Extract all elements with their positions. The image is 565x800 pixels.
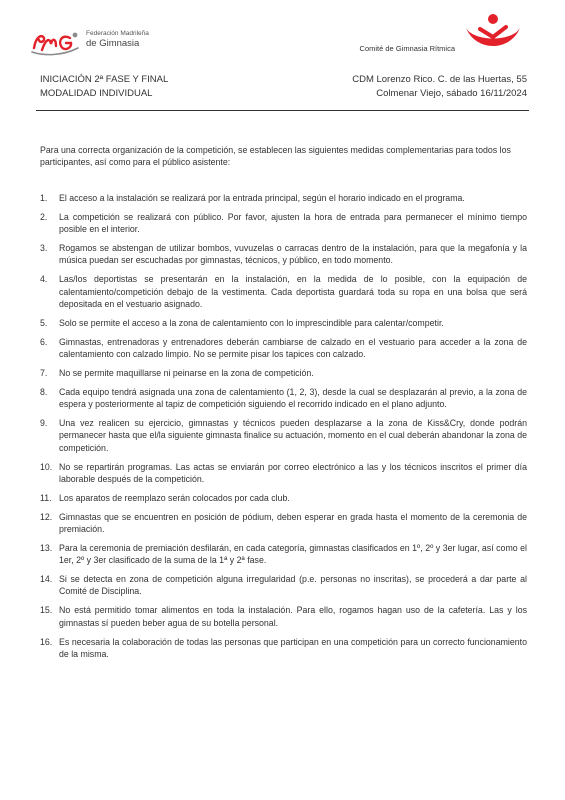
rule-number: 6. [40, 336, 48, 347]
rule-text: Si se detecta en zona de competición alguna irregularidad (p.e. personas no inscritas), se procederá a dar parte al Comité de Disciplina. [59, 574, 527, 597]
rule-number: 12. [40, 511, 53, 522]
list-item [40, 211, 527, 235]
rule-text: Gimnastas que se encuentren en posición de pódium, deben esperar en grada hasta el momento de la ceremonia de premiación. [59, 511, 527, 535]
rule-number: 13. [40, 543, 53, 554]
fmg-logo [30, 26, 150, 62]
rule-text: Es necesaria la colaboración de todas las personas que participan en una competición para un correcto funcionamiento de la misma. [59, 636, 527, 659]
list-item [40, 604, 527, 628]
federation-name-line1: Federación Madrileña [86, 30, 149, 37]
rule-text: No se permite maquillarse ni peinarse en la zona de competición. [59, 368, 314, 379]
rule-text: Los aparatos de reemplazo serán colocados por cada club. [59, 492, 290, 503]
rule-text: Rogamos se abstengan de utilizar bombos, vuvuzelas o carracas dentro de la instalación, para que la megafonía y la música puedan ser escuchadas por gimnastas, técnicos, y público, en todo momento. [59, 243, 527, 266]
rule-text: El acceso a la instalación se realizará por la entrada principal, según el horario indicado en el programa. [59, 193, 465, 203]
list-item [40, 511, 527, 535]
list-item [40, 367, 527, 379]
rule-number: 3. [40, 243, 48, 254]
rule-text: No se repartirán programas. Las actas se enviarán por correo electrónico a las y los técnicos inscritos el primer día laborable después de la competición. [59, 461, 527, 484]
list-item [40, 192, 527, 204]
event-venue-date [352, 73, 527, 101]
list-item [40, 317, 527, 329]
rule-text: La competición se realizará con público. Por favor, ajusten la hora de entrada para permanecer el mínimo tiempo posible en el interior. [59, 212, 527, 235]
list-item [40, 336, 527, 360]
list-item [40, 461, 527, 485]
list-item [40, 273, 527, 310]
event-venue: CDM Lorenzo Rico. C. de las Huertas, 55 [352, 74, 527, 85]
rule-text: Gimnastas, entrenadoras y entrenadores deberán cambiarse de calzado en el vestuario para acceder a la zona de calentamiento con calzado limpio. No se permite pisar los tapices con calzado. [59, 336, 527, 360]
list-item [40, 573, 527, 597]
list-item [40, 417, 527, 454]
list-item [40, 542, 527, 566]
intro-paragraph: Para una correcta organización de la competición, se establecen las siguientes medidas complementarias para todos los participantes, así como para el público asistente: [40, 144, 511, 167]
rule-number: 2. [40, 212, 48, 222]
rule-number: 10. [40, 461, 53, 472]
list-item [40, 386, 527, 410]
event-category-line2: MODALIDAD INDIVIDUAL [40, 88, 153, 99]
rule-number: 14. [40, 574, 53, 585]
rules-list [40, 192, 527, 667]
rule-number: 5. [40, 317, 48, 328]
rule-number: 16. [40, 636, 53, 647]
rule-text: Solo se permite el acceso a la zona de calentamiento con lo imprescindible para calentar/competir. [59, 317, 444, 328]
rule-text: Para la ceremonia de premiación desfilarán, en cada categoría, gimnastas clasificados en 1º, 2º y 3er lugar, así como el 1er, 2º y 3er clasificado de la suma de la 1ª y 2ª fase. [59, 543, 527, 566]
rule-number: 4. [40, 274, 48, 285]
rule-number: 7. [40, 368, 48, 379]
list-item [40, 492, 527, 504]
event-date: Colmenar Viejo, sábado 16/11/2024 [376, 88, 527, 99]
fmg-logo-mark [30, 26, 82, 58]
rule-number: 8. [40, 387, 48, 398]
federation-name-line2: de Gimnasia [86, 38, 140, 49]
rule-text: No está permitido tomar alimentos en toda la instalación. Para ello, rogamos hagan uso de la cafetería. Las y los gimnastas sí pueden beber agua de su botella personal. [59, 605, 527, 628]
rule-text: Cada equipo tendrá asignada una zona de calentamiento (1, 2, 3), desde la cual se desplazarán al previo, a la zona de espera y posteriormente al tapiz de competición siguiendo el recorrido indicado en el plano adjunto. [59, 387, 527, 410]
rule-number: 11. [40, 492, 52, 503]
gymnast-ribbon-icon [460, 12, 526, 56]
rule-number: 9. [40, 418, 48, 429]
list-item [40, 242, 527, 266]
rule-text: Las/los deportistas se presentarán en la instalación, en la medida de lo posible, con la equipación de calentamiento/competición debajo de la vestimenta. Cada deportista guardará toda su ropa en una bolsa que será depositada en el vestuario asignado. [59, 274, 527, 309]
rule-number: 1. [40, 193, 48, 203]
rule-text: Una vez realicen su ejercicio, gimnastas y técnicos pueden desplazarse a la zona de Kiss&Cry, donde podrán permanecer hasta que el/la siguiente gimnasta finalice su actuación, momento en el cual deberán abandonar la zona de competición. [59, 418, 528, 453]
committee-name: Comité de Gimnasia Rítmica [359, 44, 455, 53]
header-divider [36, 110, 529, 111]
rule-number: 15. [40, 605, 53, 616]
event-category [40, 73, 168, 101]
list-item [40, 636, 527, 660]
event-category-line1: INICIACIÓN 2ª FASE Y FINAL [40, 74, 169, 85]
committee-logo [460, 12, 526, 56]
